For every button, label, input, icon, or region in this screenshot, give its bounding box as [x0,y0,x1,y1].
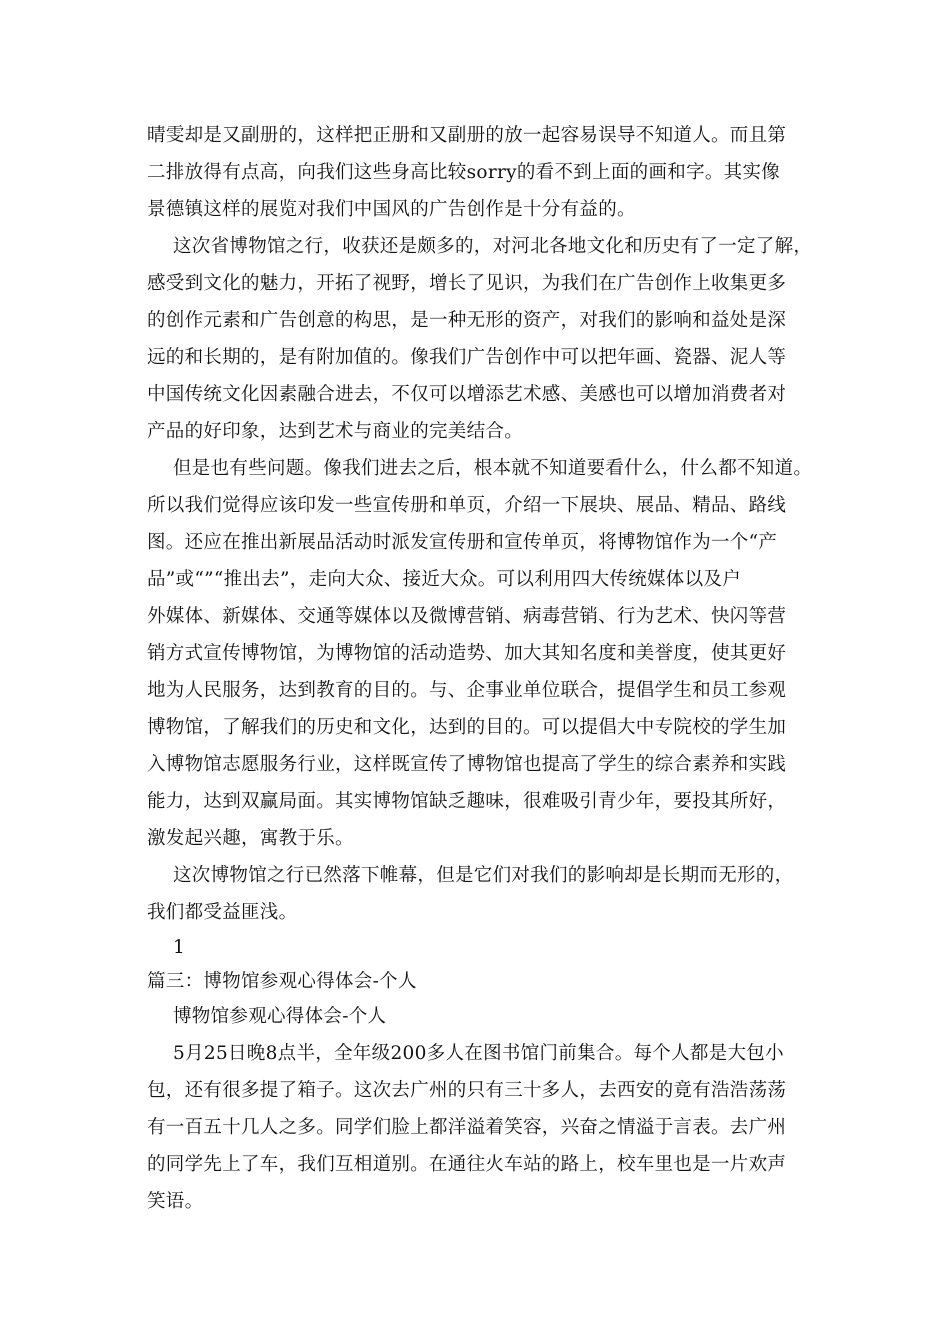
text-line: 二排放得有点高，向我们这些身高比较sorry的看不到上面的画和字。其实像 [147,162,781,183]
text-line: 品”或“”“推出去”，走向大众、接近大众。可以利用四大传统媒体以及户 [147,569,741,590]
text-line: 感受到文化的魅力，开拓了视野，增长了见识，为我们在广告创作上收集更多 [147,273,787,294]
text-line: 激发起兴趣，寓教于乐。 [147,828,354,849]
text-line: 地为人民服务，达到教育的目的。与、企事业单位联合，提倡学生和员工参观 [147,680,787,701]
text-line: 销方式宣传博物馆，为博物馆的活动造势、加大其知名度和美誉度，使其更好 [147,643,787,664]
text-line: 中国传统文化因素融合进去，不仅可以增添艺术感、美感也可以增加消费者对 [147,384,787,405]
text-line: 外媒体、新媒体、交通等媒体以及微博营销、病毒营销、行为艺术、快闪等营 [147,606,787,627]
text-line: 入博物馆志愿服务行业，这样既宣传了博物馆也提高了学生的综合素养和实践 [147,754,787,775]
text-line: 我们都受益匪浅。 [147,902,298,923]
text-line: 远的和长期的，是有附加值的。像我们广告创作中可以把年画、瓷器、泥人等 [147,347,787,368]
text-line: 这次省博物馆之行，收获还是颇多的，对河北各地文化和历史有了一定了解， [173,236,813,257]
chapter-heading: 篇三：博物馆参观心得体会-个人 [147,971,417,992]
page-number: 1 [173,937,186,958]
text-line: 有一百五十几人之多。同学们脸上都洋溢着笑容，兴奋之情溢于言表。去广州 [147,1117,787,1138]
text-line: 笑语。 [147,1191,204,1212]
article-title: 博物馆参观心得体会-个人 [173,1006,387,1027]
text-line: 博物馆，了解我们的历史和文化，达到的目的。可以提倡大中专院校的学生加 [147,717,787,738]
text-line: 图。还应在推出新展品活动时派发宣传册和宣传单页，将博物馆作为一个“产 [147,532,778,553]
text-line: 能力，达到双赢局面。其实博物馆缺乏趣味，很难吸引青少年，要投其所好， [147,791,787,812]
text-line: 晴雯却是又副册的，这样把正册和又副册的放一起容易误导不知道人。而且第 [147,125,787,146]
text-line: 景德镇这样的展览对我们中国风的广告创作是十分有益的。 [147,199,636,220]
text-line: 这次博物馆之行已然落下帷幕，但是它们对我们的影响却是长期而无形的， [173,865,794,886]
text-line: 产品的好印象，达到艺术与商业的完美结合。 [147,421,524,442]
text-line: 5月25日晚8点半，全年级200多人在图书馆门前集合。每个人都是大包小 [173,1043,784,1064]
text-line: 包，还有很多提了箱子。这次去广州的只有三十多人，去西安的竟有浩浩荡荡 [147,1080,787,1101]
text-line: 的同学先上了车，我们互相道别。在通往火车站的路上，校车里也是一片欢声 [147,1154,787,1175]
text-line: 的创作元素和广告创意的构思，是一种无形的资产，对我们的影响和益处是深 [147,310,787,331]
text-line: 所以我们觉得应该印发一些宣传册和单页，介绍一下展块、展品、精品、路线 [147,495,787,516]
text-line: 但是也有些问题。像我们进去之后，根本就不知道要看什么，什么都不知道。 [173,458,813,479]
